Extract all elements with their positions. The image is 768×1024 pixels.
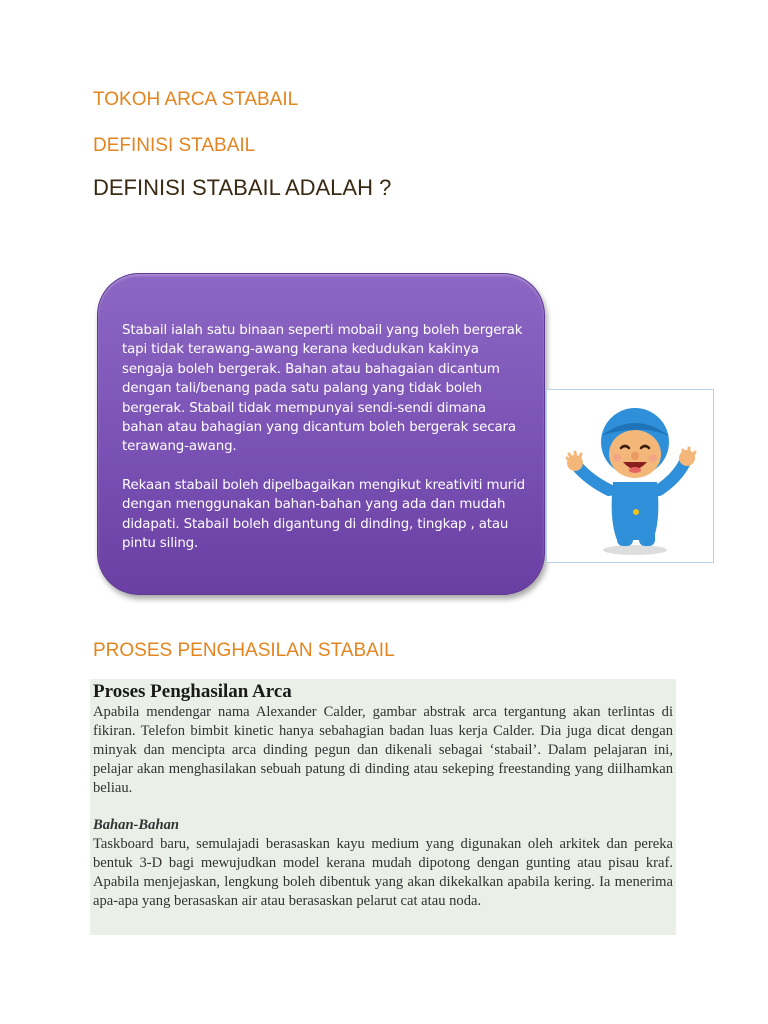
definition-text	[122, 321, 527, 572]
definition-box	[97, 273, 545, 595]
heading-question: DEFINISI STABAIL ADALAH ?	[93, 175, 392, 200]
definition-paragraph-2: Rekaan stabail boleh dipelbagaikan mengikut kreativiti murid dengan menggunakan bahan-bahan yang ada dan mudah didapati. Stabail boleh digantung di dinding, tingkap , atau pintu siling.	[122, 477, 525, 552]
article-subheading: Bahan-Bahan	[93, 817, 179, 833]
heading-definisi: DEFINISI STABAIL	[93, 135, 256, 156]
cartoon-character-icon	[547, 390, 713, 562]
definition-paragraph-1: Stabail ialah satu binaan seperti mobail yang boleh bergerak tapi tidak terawang-awang kerana kedudukan kakinya sengaja boleh bergerak. Bahan atau bahagaian dicantum dengan tali/benang pada satu palang yang tidak boleh bergerak. Stabail tidak mempunyai sendi-sendi dimana bahan atau bahagian yang dicantum boleh bergerak secara terawang-awang.	[122, 323, 523, 455]
article-title: Proses Penghasilan Arca	[93, 681, 292, 702]
heading-tokoh: TOKOH ARCA STABAIL	[93, 89, 299, 110]
article-intro: Apabila mendengar nama Alexander Calder, gambar abstrak arca tergantung akan terlintas di fikiran. Telefon bimbit kinetic hanya sebahagian badan luas kerja Calder. Dia juga dicat dengan minyak dan mencipta arca dinding pegun dan dikenali sebagai ‘stabail’. Dalam pelajaran ini, pelajar akan menghasilakan sebuah patung di dinding atau sekeping freestanding yang diilhamkan beliau.	[93, 704, 673, 796]
article-panel	[90, 679, 676, 935]
character-image	[546, 389, 714, 563]
heading-proses: PROSES PENGHASILAN STABAIL	[93, 640, 395, 661]
article-materials: Taskboard baru, semulajadi berasaskan kayu medium yang digunakan oleh arkitek dan pereka bentuk 3-D bagi mewujudkan model kerana mudah dipotong dengan gunting atau pisau kraf. Apabila menjejaskan, lengkung boleh dibentuk yang akan dikekalkan apabila kering. Ia menerima apa-apa yang berasaskan air atau berasaskan pelarut cat atau noda.	[93, 836, 673, 909]
